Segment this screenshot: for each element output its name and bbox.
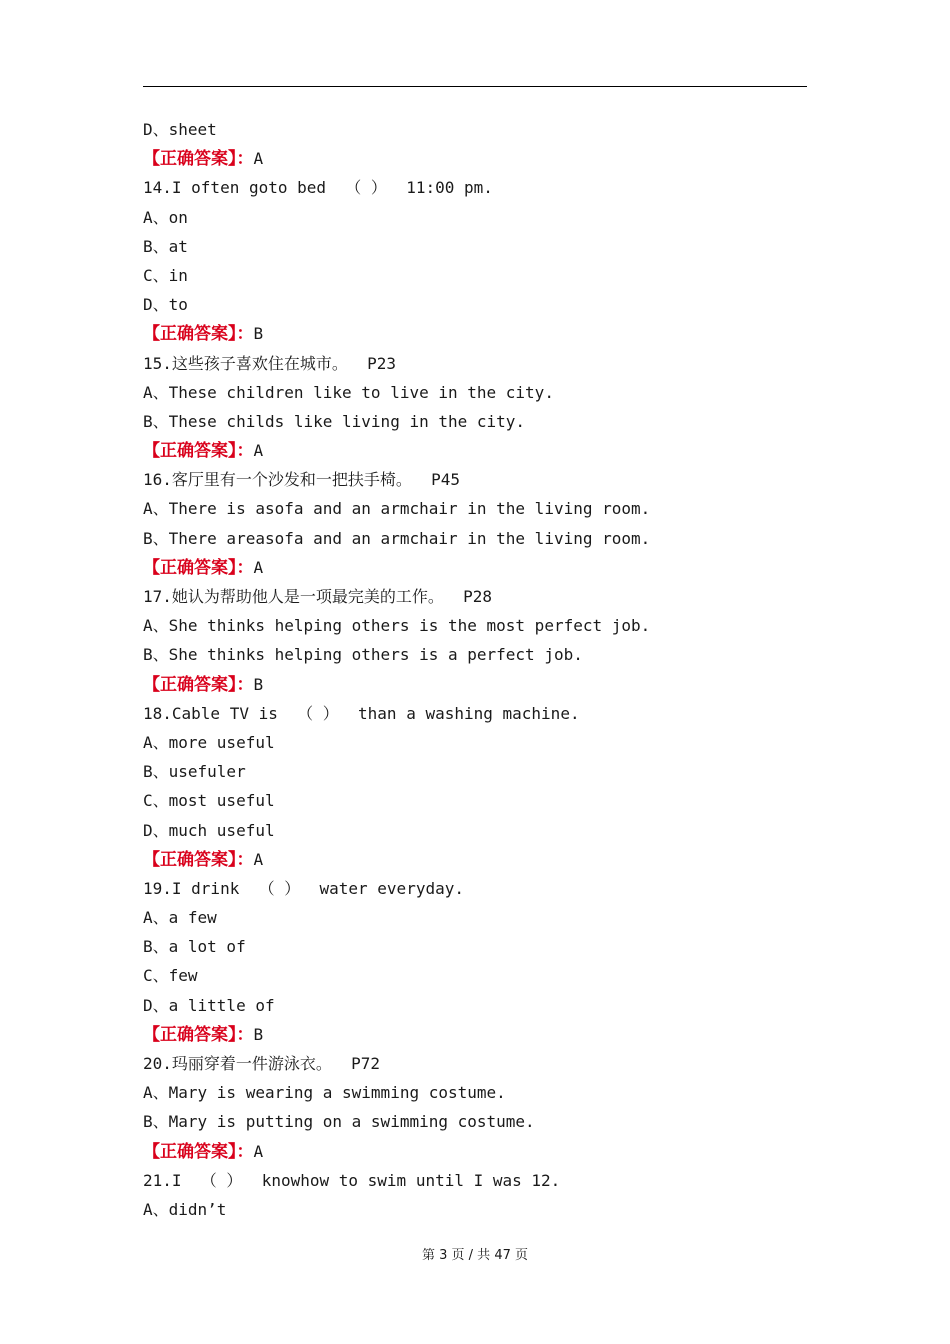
- question-list: [143, 115, 807, 1224]
- question-text: 21.I （ ） knowhow to swim until I was 12.: [143, 1170, 561, 1190]
- option-text: D、to: [143, 295, 188, 315]
- option-text: B、Mary is putting on a swimming costume.: [143, 1112, 535, 1132]
- answer-label: 【正确答案】：: [143, 849, 254, 870]
- correct-answer-line: [143, 553, 807, 582]
- option-text: A、on: [143, 207, 188, 227]
- correct-answer-line: [143, 436, 807, 465]
- answer-value: B: [253, 324, 264, 344]
- option-text: B、There areasofa and an armchair in the living room.: [143, 528, 651, 548]
- correct-answer-line: [143, 144, 807, 173]
- option-text: B、a lot of: [143, 937, 246, 957]
- answer-label: 【正确答案】：: [143, 557, 254, 578]
- option-text: B、These childs like living in the city.: [143, 411, 526, 431]
- answer-label: 【正确答案】：: [143, 149, 254, 170]
- option-text: A、more useful: [143, 732, 275, 752]
- option-text: D、sheet: [143, 120, 217, 139]
- question-text: 20.玛丽穿着一件游泳衣。 P72: [143, 1054, 381, 1073]
- option-text: C、in: [143, 265, 188, 285]
- answer-label: 【正确答案】：: [143, 674, 254, 695]
- answer-label: 【正确答案】：: [143, 324, 254, 345]
- question-text: 17.她认为帮助他人是一项最完美的工作。 P28: [143, 587, 493, 606]
- correct-answer-line: [143, 845, 807, 874]
- page-footer: 第 3 页 / 共 47 页: [422, 1248, 528, 1263]
- answer-value: A: [253, 149, 264, 169]
- option-text: D、a little of: [143, 995, 275, 1015]
- answer-value: A: [253, 441, 264, 461]
- option-text: A、These children like to live in the city.: [143, 382, 554, 402]
- correct-answer-line: [143, 1020, 807, 1049]
- option-text: B、She thinks helping others is a perfect job.: [143, 645, 583, 665]
- option-text: B、at: [143, 236, 188, 256]
- option-text: A、She thinks helping others is the most perfect job.: [143, 616, 651, 636]
- question-text: 15.这些孩子喜欢住在城市。 P23: [143, 353, 397, 373]
- header-rule: [143, 86, 807, 87]
- answer-value: A: [253, 1141, 264, 1161]
- option-text: B、usefuler: [143, 762, 246, 782]
- option-text: A、didn’t: [143, 1199, 227, 1219]
- question-text: 16.客厅里有一个沙发和一把扶手椅。 P45: [143, 470, 461, 490]
- option-text: A、a few: [143, 908, 217, 928]
- answer-label: 【正确答案】：: [143, 1024, 254, 1045]
- correct-answer-line: [143, 319, 807, 348]
- answer-label: 【正确答案】：: [143, 1141, 254, 1162]
- correct-answer-line: [143, 670, 807, 699]
- question-text: 14.I often goto bed （ ） 11:00 pm.: [143, 178, 493, 198]
- question-text: 19.I drink （ ） water everyday.: [143, 878, 464, 898]
- answer-value: B: [253, 674, 264, 694]
- option-text: A、Mary is wearing a swimming costume.: [143, 1083, 506, 1103]
- option-text: C、most useful: [143, 791, 275, 811]
- answer-value: A: [253, 557, 264, 577]
- question-text: 18.Cable TV is （ ） than a washing machine.: [143, 703, 580, 723]
- option-text: C、few: [143, 966, 198, 986]
- option-text: D、much useful: [143, 820, 275, 840]
- answer-label: 【正确答案】：: [143, 441, 254, 462]
- correct-answer-line: [143, 1137, 807, 1166]
- answer-value: B: [253, 1024, 264, 1044]
- option-text: A、There is asofa and an armchair in the living room.: [143, 499, 651, 519]
- answer-value: A: [253, 849, 264, 869]
